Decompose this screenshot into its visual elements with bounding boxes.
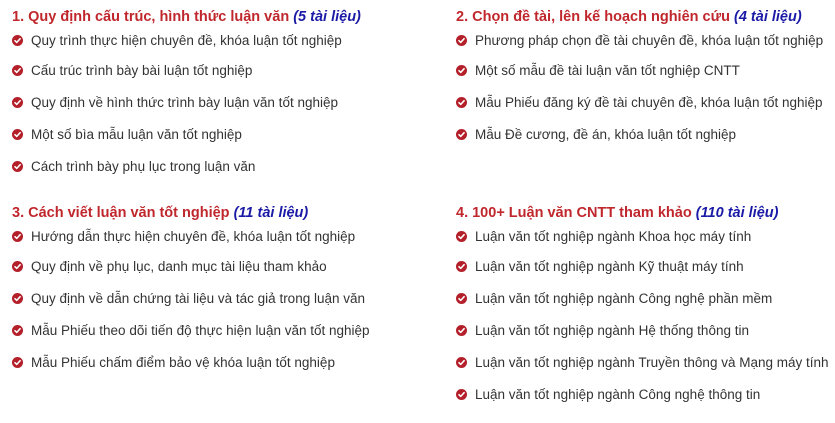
list-item-link[interactable]: Hướng dẫn thực hiện chuyên đề, khóa luận tốt nghiệp xyxy=(31,229,356,244)
check-circle-icon xyxy=(12,325,23,336)
list-item[interactable] xyxy=(12,86,432,118)
list-item[interactable] xyxy=(456,314,831,346)
list-item[interactable] xyxy=(456,228,831,250)
list-item-link[interactable]: Mẫu Phiếu chấm điểm bảo vệ khóa luận tốt nghiệp xyxy=(31,354,335,370)
section-title[interactable]: 3. Cách viết luận văn tốt nghiệp (11 tài liệu) xyxy=(12,205,309,221)
section-count: (5 tài liệu) xyxy=(293,9,361,25)
section-count: (4 tài liệu) xyxy=(734,9,802,25)
check-circle-icon xyxy=(456,261,467,272)
list-item-link[interactable]: Cách trình bày phụ lục trong luận văn xyxy=(31,158,256,174)
check-circle-icon xyxy=(12,261,23,272)
list-item-link[interactable]: Luận văn tốt nghiệp ngành Công nghệ thông tin xyxy=(475,386,761,402)
list-item[interactable] xyxy=(12,150,432,182)
list-item-link[interactable]: Cấu trúc trình bày bài luận tốt nghiệp xyxy=(31,62,253,78)
section-reference-theses xyxy=(456,204,831,410)
section-list xyxy=(12,228,432,378)
check-circle-icon xyxy=(456,325,467,336)
list-item[interactable] xyxy=(456,54,831,86)
check-circle-icon xyxy=(456,97,467,108)
list-item-link[interactable]: Luận văn tốt nghiệp ngành Truyền thông và Mạng máy tính xyxy=(475,354,829,370)
check-circle-icon xyxy=(456,231,467,242)
list-item-link[interactable]: Luận văn tốt nghiệp ngành Công nghệ phần mềm xyxy=(475,290,773,306)
check-circle-icon xyxy=(12,231,23,242)
list-item[interactable] xyxy=(456,378,831,410)
list-item[interactable] xyxy=(12,282,432,314)
section-title[interactable]: 1. Quy định cấu trúc, hình thức luận văn (5 tài liệu) xyxy=(12,9,361,25)
check-circle-icon xyxy=(12,65,23,76)
section-list xyxy=(456,32,831,150)
list-item[interactable] xyxy=(456,118,831,150)
list-item[interactable] xyxy=(12,314,432,346)
list-item-link[interactable]: Luận văn tốt nghiệp ngành Kỹ thuật máy tính xyxy=(475,258,744,274)
list-item-link[interactable]: Mẫu Đề cương, đề án, khóa luận tốt nghiệp xyxy=(475,126,737,142)
check-circle-icon xyxy=(12,161,23,172)
check-circle-icon xyxy=(12,129,23,140)
list-item-link[interactable]: Một số mẫu đề tài luận văn tốt nghiệp CNTT xyxy=(475,62,740,78)
section-choose-topic xyxy=(456,8,831,150)
check-circle-icon xyxy=(456,35,467,46)
list-item-link[interactable]: Luận văn tốt nghiệp ngành Khoa học máy tính xyxy=(475,229,752,244)
section-title[interactable]: 2. Chọn đề tài, lên kế hoạch nghiên cứu (4 tài liệu) xyxy=(456,9,802,25)
check-circle-icon xyxy=(456,357,467,368)
check-circle-icon xyxy=(12,293,23,304)
check-circle-icon xyxy=(12,357,23,368)
list-item[interactable] xyxy=(12,54,432,86)
section-structure-format xyxy=(12,8,432,182)
section-list xyxy=(12,32,432,182)
check-circle-icon xyxy=(12,35,23,46)
list-item[interactable] xyxy=(456,86,831,118)
list-item[interactable] xyxy=(456,346,831,378)
check-circle-icon xyxy=(12,97,23,108)
list-item-link[interactable]: Mẫu Phiếu đăng ký đề tài chuyên đề, khóa luận tốt nghiệp xyxy=(475,94,823,110)
list-item[interactable] xyxy=(12,228,432,250)
list-item[interactable] xyxy=(12,118,432,150)
list-item-link[interactable]: Quy định về dẫn chứng tài liệu và tác giả trong luận văn xyxy=(31,290,365,306)
list-item[interactable] xyxy=(12,250,432,282)
check-circle-icon xyxy=(456,389,467,400)
check-circle-icon xyxy=(456,65,467,76)
list-item-link[interactable]: Quy trình thực hiện chuyên đề, khóa luận tốt nghiệp xyxy=(31,33,342,48)
section-list xyxy=(456,228,831,410)
list-item[interactable] xyxy=(456,250,831,282)
check-circle-icon xyxy=(456,293,467,304)
list-item[interactable] xyxy=(456,32,831,54)
check-circle-icon xyxy=(456,129,467,140)
section-how-to-write xyxy=(12,204,432,378)
list-item[interactable] xyxy=(456,282,831,314)
list-item[interactable] xyxy=(12,32,432,54)
list-item[interactable] xyxy=(12,346,432,378)
list-item-link[interactable]: Luận văn tốt nghiệp ngành Hệ thống thông tin xyxy=(475,322,749,338)
list-item-link[interactable]: Phương pháp chọn đề tài chuyên đề, khóa luận tốt nghiệp xyxy=(475,33,824,48)
list-item-link[interactable]: Quy định về hình thức trình bày luận văn tốt nghiệp xyxy=(31,94,338,110)
section-count: (11 tài liệu) xyxy=(233,205,309,221)
list-item-link[interactable]: Quy định về phụ lục, danh mục tài liệu tham khảo xyxy=(31,258,327,274)
section-title[interactable]: 4. 100+ Luận văn CNTT tham khảo (110 tài liệu) xyxy=(456,205,779,221)
list-item-link[interactable]: Một số bìa mẫu luận văn tốt nghiệp xyxy=(31,126,242,142)
section-count: (110 tài liệu) xyxy=(695,205,779,221)
list-item-link[interactable]: Mẫu Phiếu theo dõi tiến độ thực hiện luận văn tốt nghiệp xyxy=(31,322,370,338)
